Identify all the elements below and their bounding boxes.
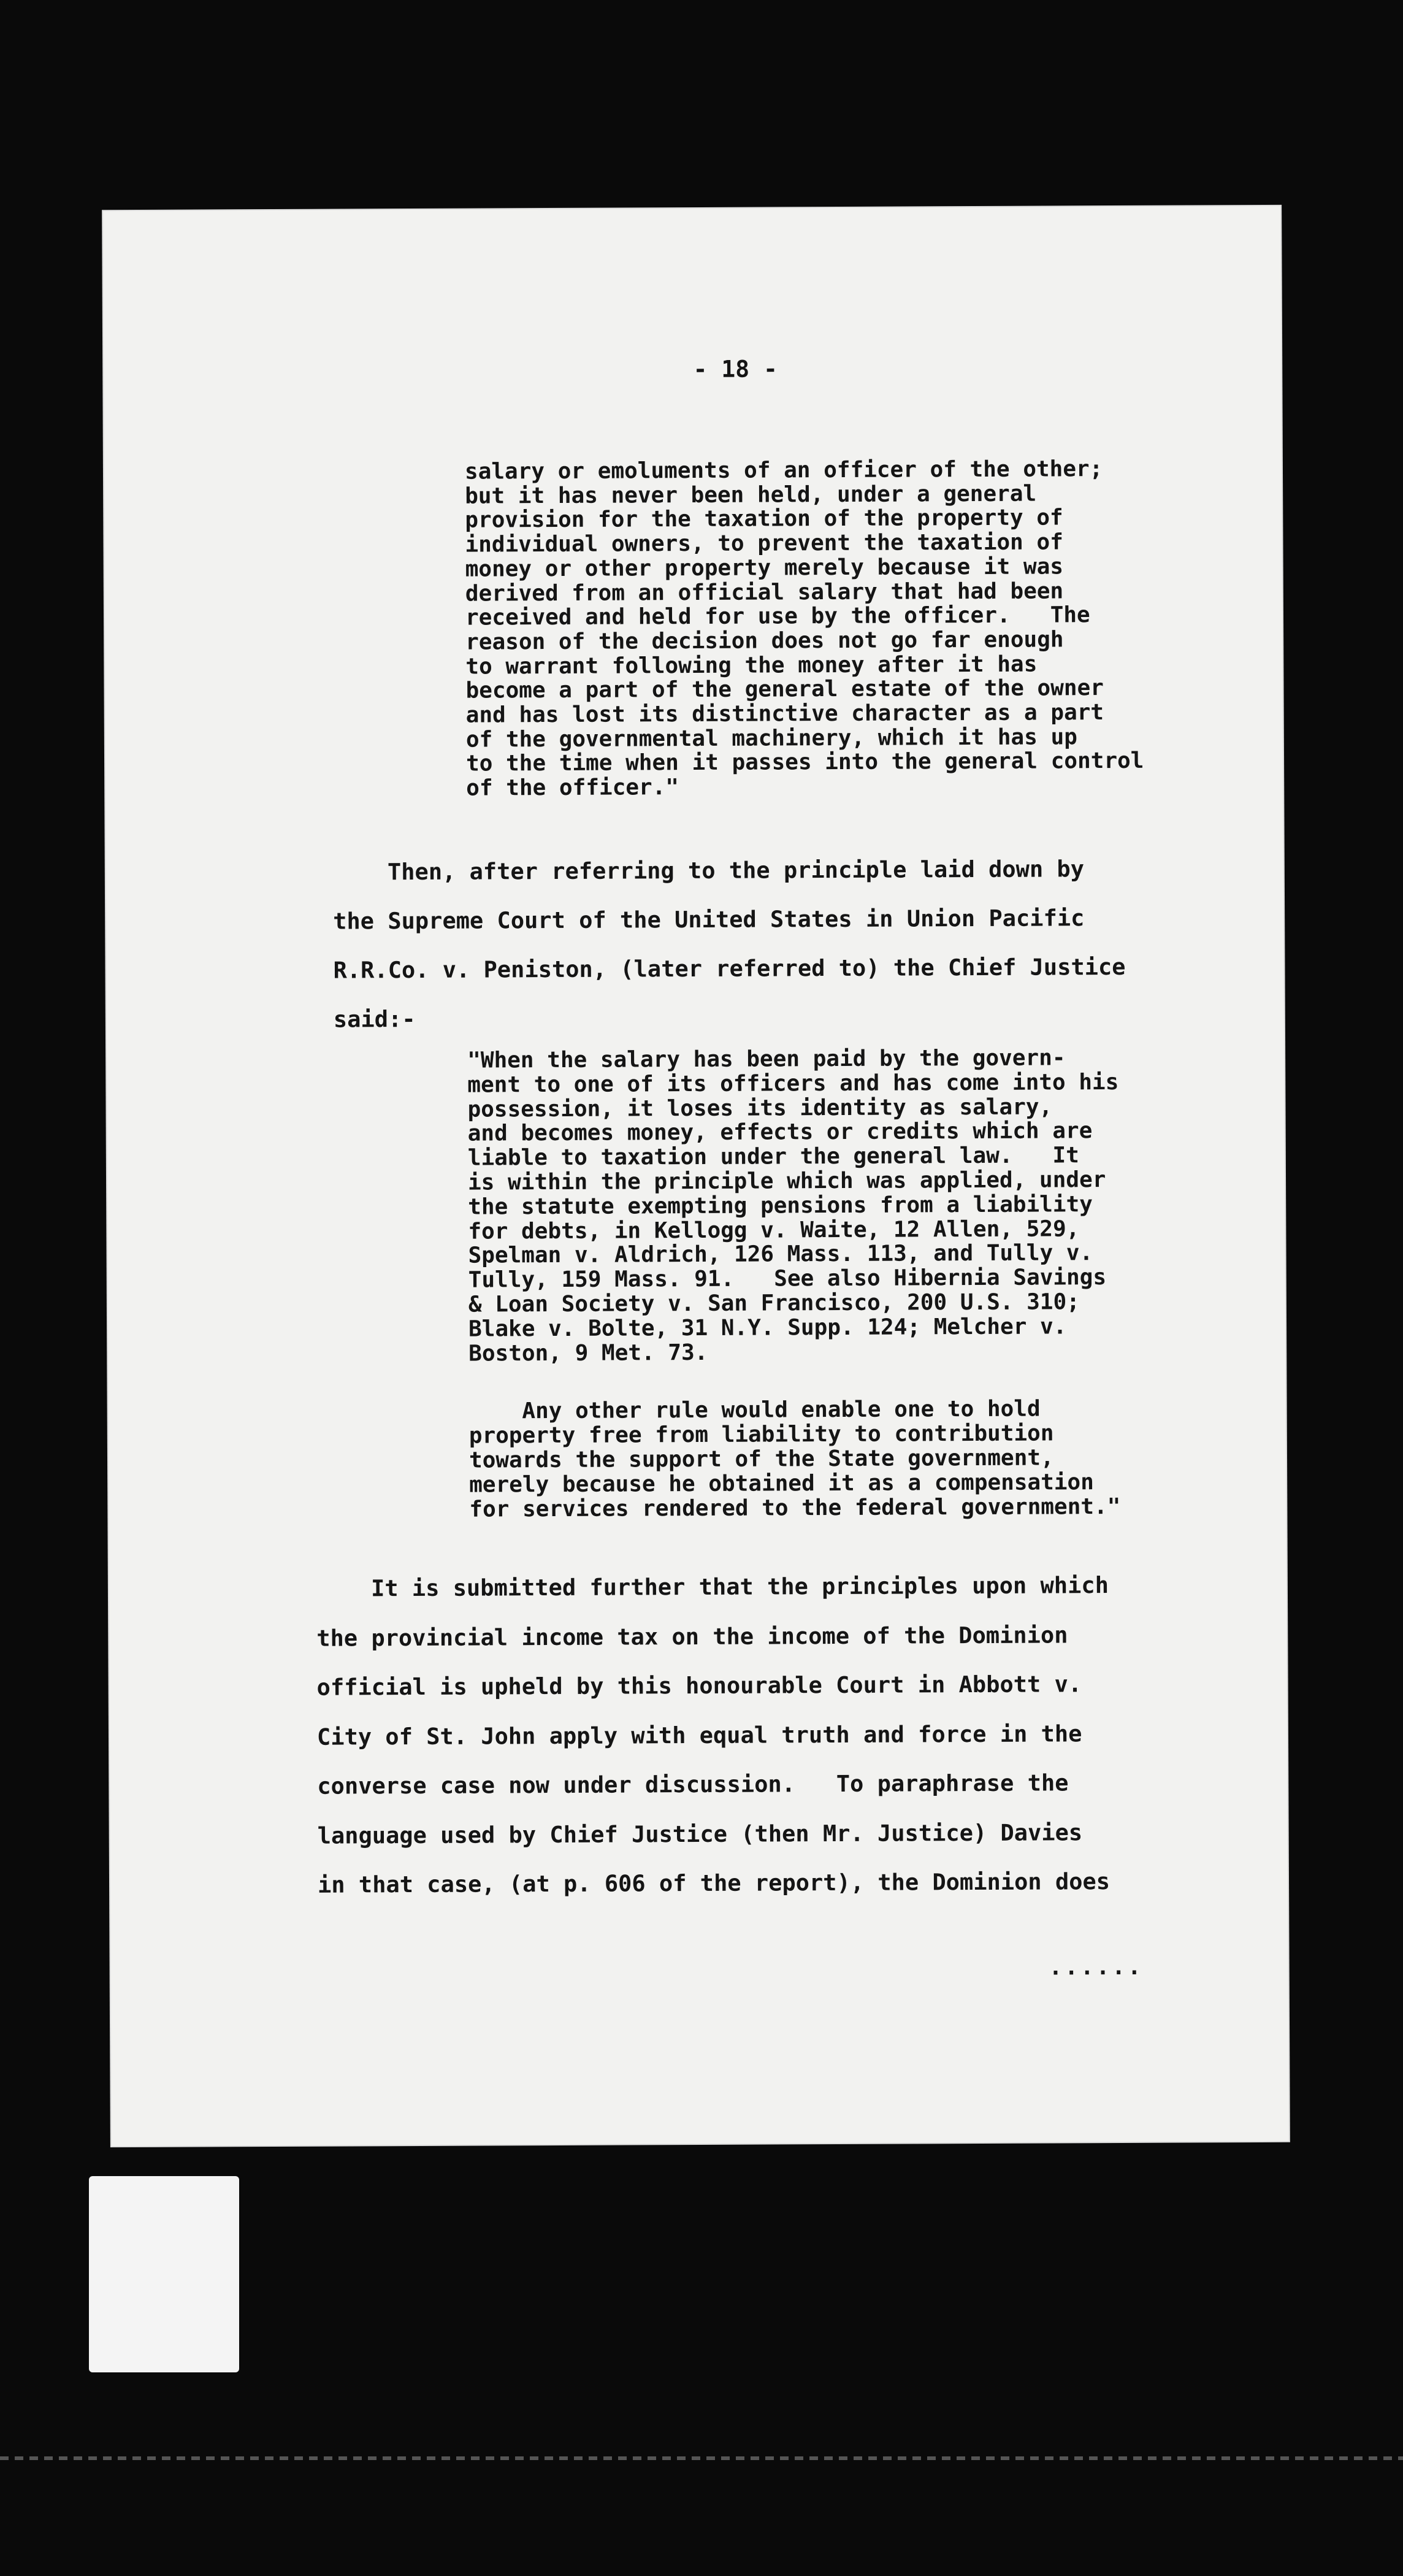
- body-paragraph-1: [333, 845, 1126, 1045]
- text-line: Then, after referring to the principle laid down by: [332, 856, 1085, 886]
- quote-block-2: [467, 1046, 1120, 1366]
- text-line: to the time when it passes into the general control: [465, 748, 1144, 777]
- text-line: & Loan Society v. San Francisco, 200 U.S. 310;: [468, 1289, 1080, 1317]
- text-line: ment to one of its officers and has come into his: [467, 1069, 1119, 1098]
- quote-continuation-block: [465, 457, 1144, 801]
- text-line: said:-: [333, 1005, 416, 1033]
- text-line: Tully, 159 Mass. 91. See also Hibernia Savings: [468, 1265, 1107, 1293]
- text-line: language used by Chief Justice (then Mr. Justice) Davies: [317, 1819, 1083, 1849]
- text-line: and becomes money, effects or credits which are: [467, 1118, 1093, 1147]
- text-line: individual owners, to prevent the taxation of: [465, 529, 1063, 558]
- text-line: Blake v. Bolte, 31 N.Y. Supp. 124; Melcher v.: [468, 1314, 1067, 1342]
- text-line: "When the salary has been paid by the govern-: [467, 1045, 1066, 1073]
- text-line: money or other property merely because it was: [465, 554, 1064, 582]
- text-line: the provincial income tax on the income of the Dominion: [316, 1621, 1068, 1652]
- text-line: merely because he obtained it as a compensation: [469, 1470, 1094, 1498]
- text-line: to warrant following the money after it has: [465, 651, 1038, 680]
- text-line: is within the principle which was applied, under: [467, 1167, 1106, 1195]
- film-edge-perforation: [0, 2456, 1403, 2460]
- text-line: for services rendered to the federal government.": [469, 1493, 1121, 1522]
- text-line: towards the support of the State government,: [468, 1445, 1054, 1473]
- text-line: in that case, (at p. 606 of the report), the Dominion does: [317, 1868, 1111, 1898]
- text-line: for debts, in Kellogg v. Waite, 12 Allen, 529,: [468, 1216, 1080, 1244]
- text-line: possession, it loses its identity as salary,: [467, 1094, 1053, 1122]
- text-line: official is upheld by this honourable Court in Abbott v.: [316, 1671, 1082, 1701]
- text-line: It is submitted further that the principles upon which: [316, 1572, 1109, 1602]
- text-line: salary or emoluments of an officer of the other;: [464, 456, 1103, 485]
- text-line: of the officer.": [466, 775, 679, 801]
- text-line: R.R.Co. v. Peniston, (later referred to) the Chief Justice: [333, 953, 1126, 984]
- text-line: become a part of the general estate of the owner: [465, 675, 1104, 703]
- text-line: Any other rule would enable one to hold: [468, 1396, 1041, 1424]
- text-line: the Supreme Court of the United States in Union Pacific: [333, 905, 1085, 935]
- text-line: the statute exempting pensions from a liability: [468, 1191, 1093, 1220]
- continuation-marker: ......: [1049, 1954, 1144, 1980]
- text-line: liable to taxation under the general law. It: [467, 1143, 1079, 1171]
- text-line: converse case now under discussion. To paraphrase the: [317, 1769, 1069, 1800]
- text-line: Spelman v. Aldrich, 126 Mass. 113, and Tully v.: [468, 1240, 1093, 1268]
- text-line: City of St. John apply with equal truth and force in the: [316, 1720, 1082, 1750]
- text-line: property free from liability to contribution: [468, 1420, 1054, 1449]
- text-line: and has lost its distinctive character as a part: [465, 700, 1104, 728]
- page-number: - 18 -: [693, 355, 778, 383]
- text-line: of the governmental machinery, which it has up: [465, 724, 1077, 753]
- text-line: reason of the decision does not go far enough: [465, 627, 1064, 655]
- film-target-tab: [89, 2176, 239, 2372]
- text-line: but it has never been held, under a general: [465, 481, 1037, 509]
- text-line: received and held for use by the officer. The: [465, 602, 1090, 631]
- text-line: provision for the taxation of the property of: [465, 505, 1063, 534]
- document-page: [103, 206, 1289, 2146]
- body-paragraph-2: [316, 1561, 1110, 1910]
- text-line: derived from an official salary that had been: [465, 578, 1064, 607]
- text-line: Boston, 9 Met. 73.: [468, 1340, 708, 1367]
- quote-block-3: [469, 1397, 1121, 1522]
